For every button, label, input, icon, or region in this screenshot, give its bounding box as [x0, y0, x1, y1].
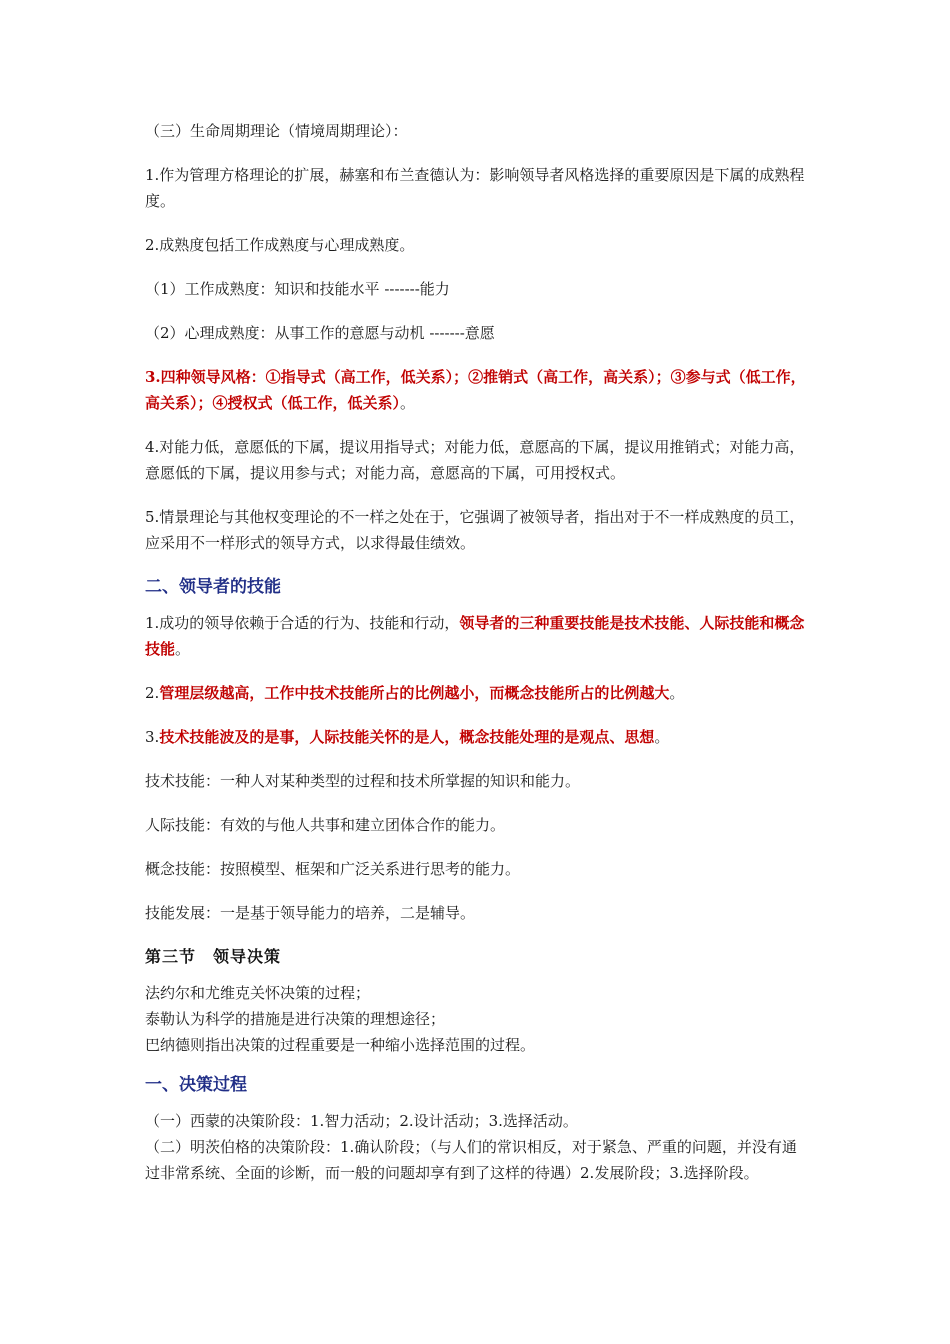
skills-para-2-highlight: 管理层级越高，工作中技术技能所占的比例越小，而概念技能所占的比例越大: [159, 684, 670, 702]
process-body: [145, 1108, 810, 1186]
decision-line-1: 法约尔和尤维克关怀决策的过程；: [145, 984, 371, 1002]
skills-para-2: [145, 680, 810, 706]
lifecycle-para-4: （2）心理成熟度：从事工作的意愿与动机 -------意愿: [145, 324, 495, 342]
skills-para-3: [145, 724, 810, 750]
skills-para-3-suffix: 。: [654, 728, 670, 746]
decision-section-heading: 第三节 领导决策: [145, 947, 282, 966]
skills-para-7: 技能发展：一是基于领导能力的培养，二是辅导。: [145, 904, 476, 922]
skills-heading: 二、领导者的技能: [145, 577, 281, 597]
lifecycle-para-2: 2.成熟度包括工作成熟度与心理成熟度。: [145, 236, 415, 254]
skills-para-1-suffix: 。: [175, 640, 191, 658]
skills-para-1: [145, 610, 810, 662]
lifecycle-para-5-prefix: 3.四种领导风格：: [145, 368, 266, 386]
skills-para-5: 人际技能：有效的与他人共事和建立团体合作的能力。: [145, 816, 506, 834]
decision-line-2: 泰勒认为科学的措施是进行决策的理想途径；: [145, 1010, 446, 1028]
skills-para-2-suffix: 。: [669, 684, 685, 702]
skills-para-6: 概念技能：按照模型、框架和广泛关系进行思考的能力。: [145, 860, 521, 878]
lifecycle-para-5-highlight: ①指导式（高工作，低关系）；②推销式（高工作，高关系）；③参与式（低工作，高关系）；④授权式（低工作，低关系）: [145, 368, 806, 412]
skills-para-1-prefix: 1.成功的领导依赖于合适的行为、技能和行动，: [145, 614, 460, 632]
lifecycle-para-7: 5.情景理论与其他权变理论的不一样之处在于，它强调了被领导者，指出对于不一样成熟度的员工，应采用不一样形式的领导方式，以求得最佳绩效。: [145, 508, 805, 552]
process-line-1: （一）西蒙的决策阶段：1.智力活动；2.设计活动；3.选择活动。: [145, 1112, 578, 1130]
document-page: [145, 118, 810, 1200]
skills-para-4: 技术技能：一种人对某种类型的过程和技术所掌握的知识和能力。: [145, 772, 581, 790]
skills-para-3-highlight: 技术技能波及的是事，人际技能关怀的是人，概念技能处理的是观点、思想: [159, 728, 655, 746]
skills-para-1-highlight: 领导者的三种重要技能是技术技能、人际技能和概念技能: [145, 614, 805, 658]
lifecycle-para-5: [145, 364, 810, 416]
decision-intro: [145, 980, 810, 1058]
lifecycle-para-6: 4.对能力低，意愿低的下属，提议用指导式；对能力低，意愿高的下属，提议用推销式；对能力高，意愿低的下属，提议用参与式；对能力高，意愿高的下属，可用授权式。: [145, 438, 805, 482]
skills-para-2-prefix: 2.: [145, 684, 160, 702]
lifecycle-para-3: （1）工作成熟度：知识和技能水平 -------能力: [145, 280, 450, 298]
lifecycle-heading: （三）生命周期理论（情境周期理论）：: [145, 122, 408, 140]
lifecycle-para-5-suffix: 。: [400, 394, 416, 412]
skills-para-3-prefix: 3.: [145, 728, 160, 746]
process-line-2: （二）明茨伯格的决策阶段：1.确认阶段；（与人们的常识相反，对于紧急、严重的问题，并没有通过非常系统、全面的诊断，而一般的问题却享有到了这样的待遇）2.发展阶段；3.选择阶段。: [145, 1138, 797, 1182]
process-heading: 一、决策过程: [145, 1075, 247, 1095]
lifecycle-para-1: 1.作为管理方格理论的扩展，赫塞和布兰查德认为：影响领导者风格选择的重要原因是下属的成熟程度。: [145, 166, 805, 210]
decision-line-3: 巴纳德则指出决策的过程重要是一种缩小选择范围的过程。: [145, 1036, 536, 1054]
